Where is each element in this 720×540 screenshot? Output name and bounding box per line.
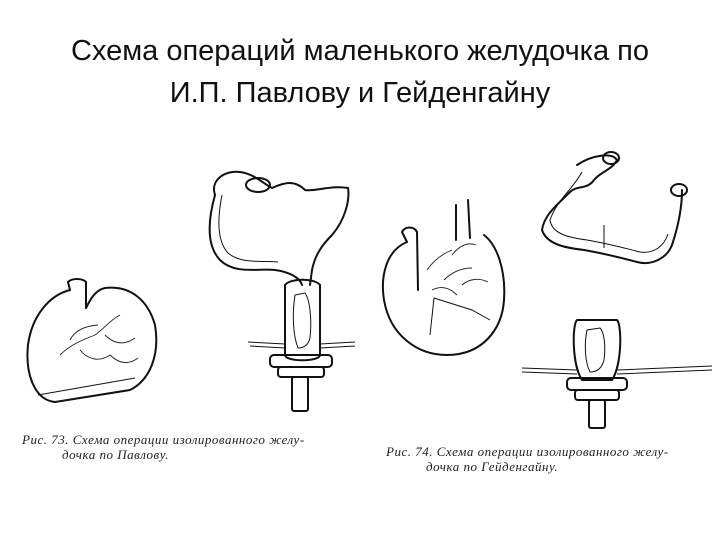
figure-73-caption-line-1: Рис. 73. Схема операции изолированного желу- (22, 432, 305, 447)
slide-title-line-1: Схема операций маленького желудочка по (70, 35, 650, 67)
slide-title (40, 30, 680, 114)
figure-73-caption (22, 432, 352, 462)
figure-74-caption-line-1: Рис. 74. Схема операции изолированного желу- (386, 444, 669, 459)
stomach-drawing (383, 200, 504, 355)
figure-73-pavlov-diagram (10, 150, 355, 420)
figure-73-caption-line-2: дочка по Павлову. (62, 447, 169, 462)
slide-title-line-2: И.П. Павлову и Гейденгайну (169, 77, 551, 109)
stomach-drawing (27, 279, 156, 402)
isolated-pouch-drawing (522, 152, 712, 428)
figure-74-caption (386, 444, 716, 474)
isolated-pouch-drawing (210, 172, 355, 411)
figure-74-heidenhain-diagram (372, 150, 712, 430)
figure-74-caption-line-2: дочка по Гейденгайну. (426, 459, 559, 474)
